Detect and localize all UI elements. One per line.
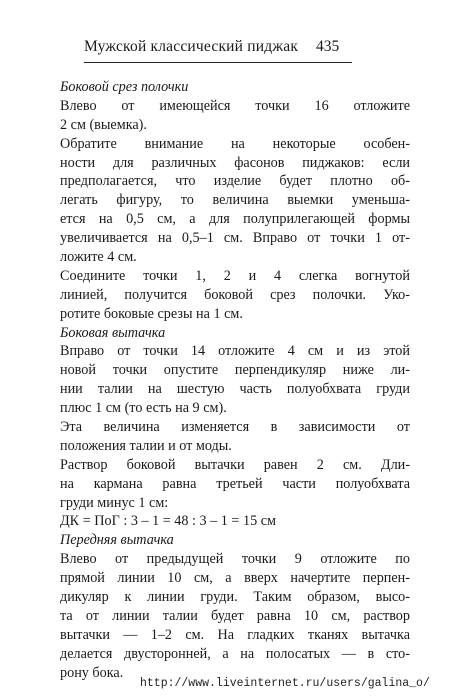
text-line: Соедините точки 1, 2 и 4 слегка вогнутой [60, 267, 410, 284]
text-line: линией, получится боковой срез полочки. Уко- [60, 286, 410, 303]
text-line: вытачки — 1–2 см. На гладких тканях вытачка [60, 626, 410, 643]
text-line: плюс 1 см (то есть на 9 см). [60, 400, 227, 417]
text-line: легать фигуру, то величина выемки уменьша- [60, 192, 410, 209]
section-heading: Боковой срез полочки [60, 79, 189, 95]
text-line: Влево от предыдущей точки 9 отложите по [60, 551, 410, 568]
section-heading: Передняя вытачка [60, 532, 174, 549]
text-line: Вправо от точки 14 отложите 4 см и из этой [60, 343, 410, 360]
text-line: ется на 0,5 см, а для полуприлегающей формы [60, 211, 410, 228]
section-heading: Боковая вытачка [60, 324, 166, 341]
body-text [60, 78, 410, 683]
watermark-url: http://www.liveinternet.ru/users/galina_o/ [140, 677, 430, 690]
text-line: новой точки опустите перпендикуляр ниже ли- [60, 362, 410, 379]
text-line: на кармана равна третьей части полуобхвата [60, 475, 410, 492]
text-line: ДК = ПоГ : 3 – 1 = 48 : 3 – 1 = 15 см [60, 513, 276, 530]
page-number: 435 [316, 38, 340, 55]
text-line: груди минус 1 см: [60, 494, 169, 511]
text-line: делается двусторонней, а на полосатых — в сто- [60, 645, 410, 662]
running-title: Мужской классический пиджак [84, 38, 299, 55]
text-line: Влево от имеющейся точки 16 отложите [60, 97, 410, 114]
text-line: увеличивается на 0,5–1 см. Вправо от точки 1 от- [60, 230, 410, 247]
text-line: Раствор боковой вытачки равен 2 см. Дли- [60, 456, 410, 473]
text-line: та от линии талии будет равна 10 см, раствор [60, 607, 410, 624]
text-line: ности для различных фасонов пиджаков: если [60, 154, 410, 171]
text-line: дикуляр к линии груди. Таким образом, высо- [60, 589, 410, 606]
text-line: нии талии на шестую часть полуобхвата груди [60, 381, 410, 398]
header-rule [84, 62, 352, 63]
text-line: Обратите внимание на некоторые особен- [60, 135, 410, 152]
text-line: рону бока. [60, 664, 124, 681]
text-line: ротите боковые срезы на 1 см. [60, 305, 243, 322]
text-line: положения талии и от моды. [60, 437, 232, 454]
text-line: ложите 4 см. [60, 249, 137, 266]
text-line: предполагается, что изделие будет плотно об- [60, 173, 410, 190]
text-line: 2 см (выемка). [60, 116, 147, 133]
text-line: прямой линии 10 см, а вверх начертите перпен- [60, 570, 410, 587]
text-line: Эта величина изменяется в зависимости от [60, 419, 410, 436]
